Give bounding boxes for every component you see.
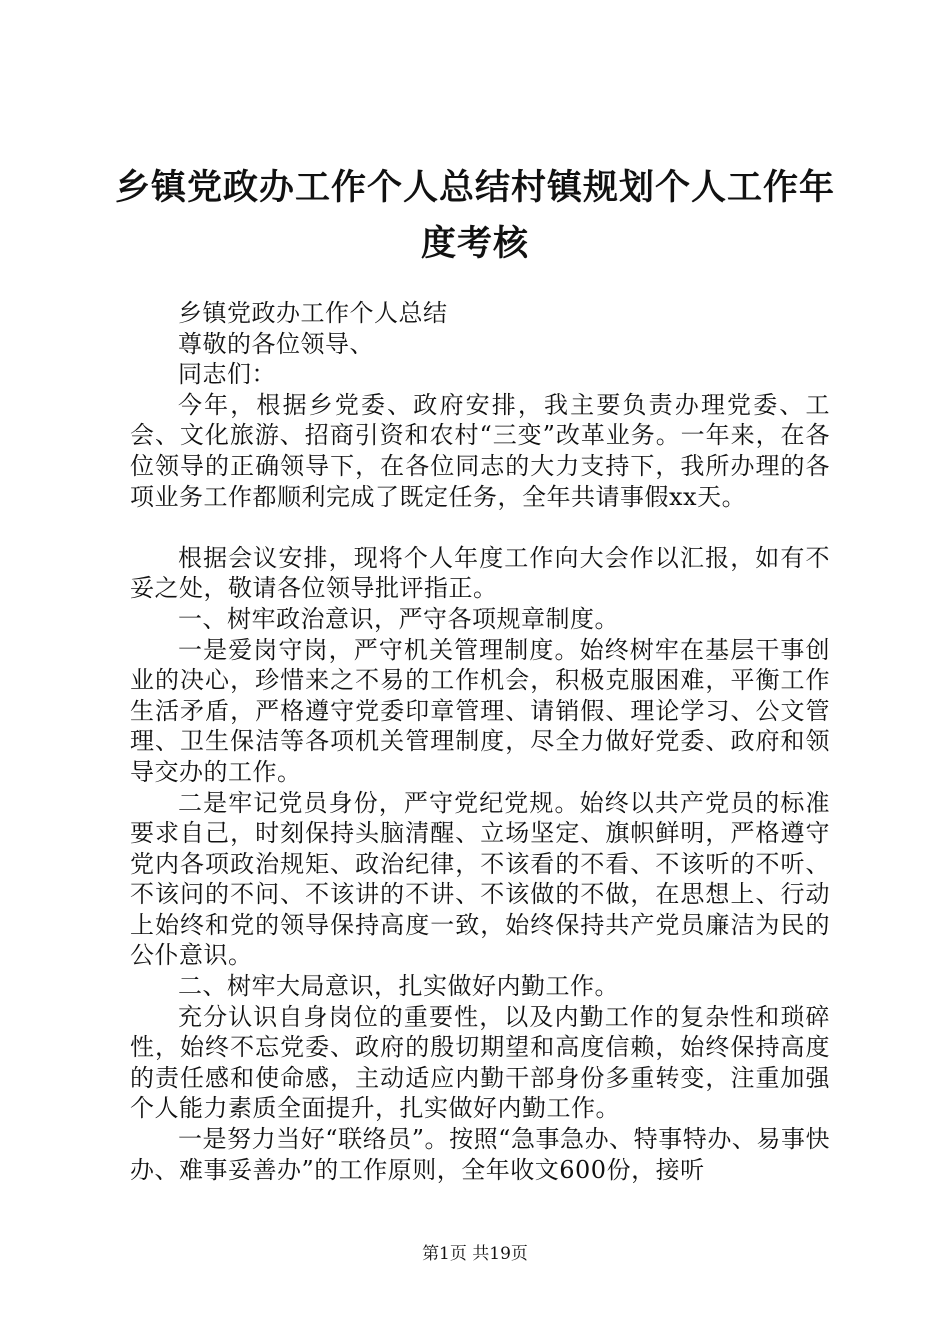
paragraph-salutation: 尊敬的各位领导、 xyxy=(178,329,374,358)
paragraph-intro: 今年，根据乡党委、政府安排，我主要负责办理党委、工会、文化旅游、招商引资和农村“三变”改革业务。一年来，在各位领导的正确领导下，在各位同志的大力支持下，我所办理的各项业务工作都顺利完成了既定任务，全年共请事假xx天。 xyxy=(130,390,830,511)
paragraph-salutation-2: 同志们： xyxy=(178,360,276,389)
page-footer: 第1页 共19页 xyxy=(422,1244,528,1264)
paragraph-report: 根据会议安排，现将个人年度工作向大会作以汇报，如有不妥之处，敬请各位领导批评指正。 xyxy=(130,543,830,603)
document-body xyxy=(130,298,830,1185)
paragraph-1-1: 一是爱岗守岗，严守机关管理制度。始终树牢在基层干事创业的决心，珍惜来之不易的工作机会，积极克服困难，平衡工作生活矛盾，严格遵守党委印章管理、请销假、理论学习、公文管理、卫生保洁等各项机关管理制度，尽全力做好党委、政府和领导交办的工作。 xyxy=(130,635,830,786)
paragraph-1-2: 二是牢记党员身份，严守党纪党规。始终以共产党员的标准要求自己，时刻保持头脑清醒、立场坚定、旗帜鲜明，严格遵守党内各项政治规矩、政治纪律，不该看的不看、不该听的不听、不该问的不问、不该讲的不讲、不该做的不做，在思想上、行动上始终和党的领导保持高度一致，始终保持共产党员廉洁为民的公仆意识。 xyxy=(130,788,830,970)
section-heading-2: 二、树牢大局意识，扎实做好内勤工作。 xyxy=(178,972,619,1001)
paragraph-2-1: 一是努力当好“联络员”。按照“急事急办、特事特办、易事快办、难事妥善办”的工作原则，全年收文600份，接听 xyxy=(130,1125,830,1184)
paragraph-2-intro: 充分认识自身岗位的重要性，以及内勤工作的复杂性和琐碎性，始终不忘党委、政府的殷切期望和高度信赖，始终保持高度的责任感和使命感，主动适应内勤干部身份多重转变，注重加强个人能力素质全面提升，扎实做好内勤工作。 xyxy=(130,1002,830,1123)
document-title: 乡镇党政办工作个人总结村镇规划个人工作年度考核 xyxy=(114,167,835,264)
paragraph-subtitle: 乡镇党政办工作个人总结 xyxy=(178,299,448,327)
section-heading-1: 一、树牢政治意识，严守各项规章制度。 xyxy=(178,604,619,633)
